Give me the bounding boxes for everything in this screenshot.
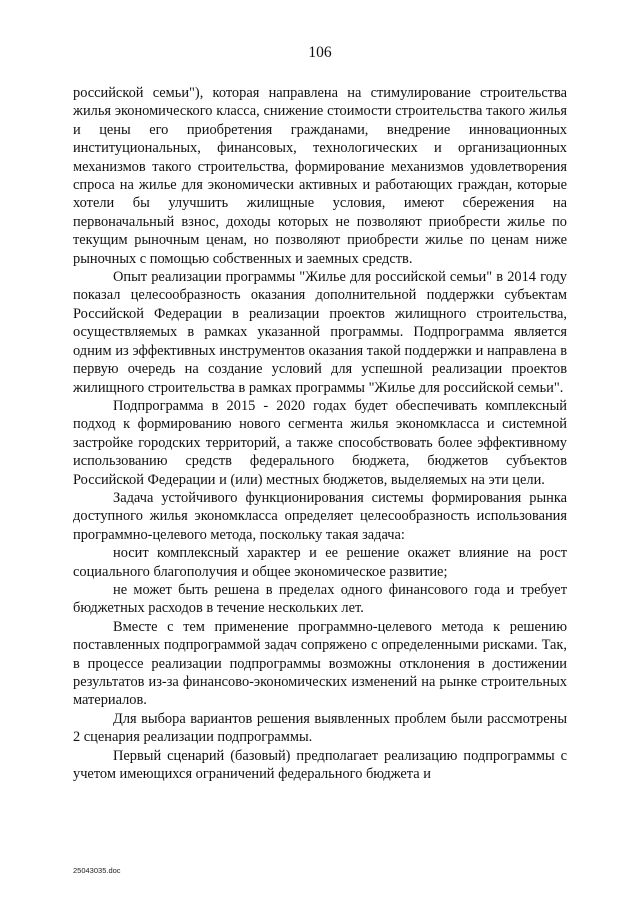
paragraph: Опыт реализации программы "Жилье для российской семьи" в 2014 году показал целесообразность оказания дополнительной поддержки субъектам Российской Федерации в реализации проектов жилищного строительства, осуществляемых в рамках указанной программы. Подпрограмма является одним из эффективных инструментов оказания такой поддержки и направлена в первую очередь на создание условий для успешной реализации проектов жилищного строительства в рамках программы "Жилье для российской семьи". [73, 269, 567, 396]
paragraph: Для выбора вариантов решения выявленных проблем были рассмотрены 2 сценария реализации подпрограммы. [73, 710, 567, 746]
paragraph: носит комплексный характер и ее решение окажет влияние на рост социального благополучия и общее экономическое развитие; [73, 545, 567, 580]
page-number: 106 [308, 44, 332, 61]
body-text [73, 84, 567, 783]
paragraph: Первый сценарий (базовый) предполагает реализацию подпрограммы с учетом имеющихся ограничений федерального бюджета и [73, 747, 567, 783]
paragraph: Подпрограмма в 2015 - 2020 годах будет обеспечивать комплексный подход к формированию нового сегмента жилья экономкласса и системной застройке городских территорий, а также способствовать более эффективному использованию средств федерального бюджета, бюджетов субъектов Российской Федерации и (или) местных бюджетов, выделяемых на эти цели. [73, 397, 567, 488]
paragraph: Вместе с тем применение программно-целевого метода к решению поставленных подпрограммой задач сопряжено с определенными рисками. Так, в процессе реализации подпрограммы возможны отклонения в достижении результатов из-за финансово-экономических изменений на рынке строительных материалов. [73, 618, 567, 709]
paragraph: Задача устойчивого функционирования системы формирования рынка доступного жилья экономкласса определяет целесообразность использования программно-целевого метода, поскольку такая задача: [73, 489, 567, 543]
paragraph: не может быть решена в пределах одного финансового года и требует бюджетных расходов в течение нескольких лет. [73, 581, 567, 617]
footer-filename: 25043035.doc [73, 866, 121, 875]
paragraph: российской семьи"), которая направлена на стимулирование строительства жилья экономического класса, снижение стоимости строительства такого жилья и цены его приобретения гражданами, внедрение инновационных институциональных, финансовых, технологических и организационных механизмов такого строительства, формирование механизмов удовлетворения спроса на жилье для экономически активных и работающих граждан, которые хотели бы улучшить жилищные условия, имеют сбережения на первоначальный взнос, доходы которых не позволяют приобрести жилье по текущим рыночным ценам, но позволяют приобрести жилье по ценам ниже рыночных с помощью собственных и заемных средств. [73, 85, 567, 267]
